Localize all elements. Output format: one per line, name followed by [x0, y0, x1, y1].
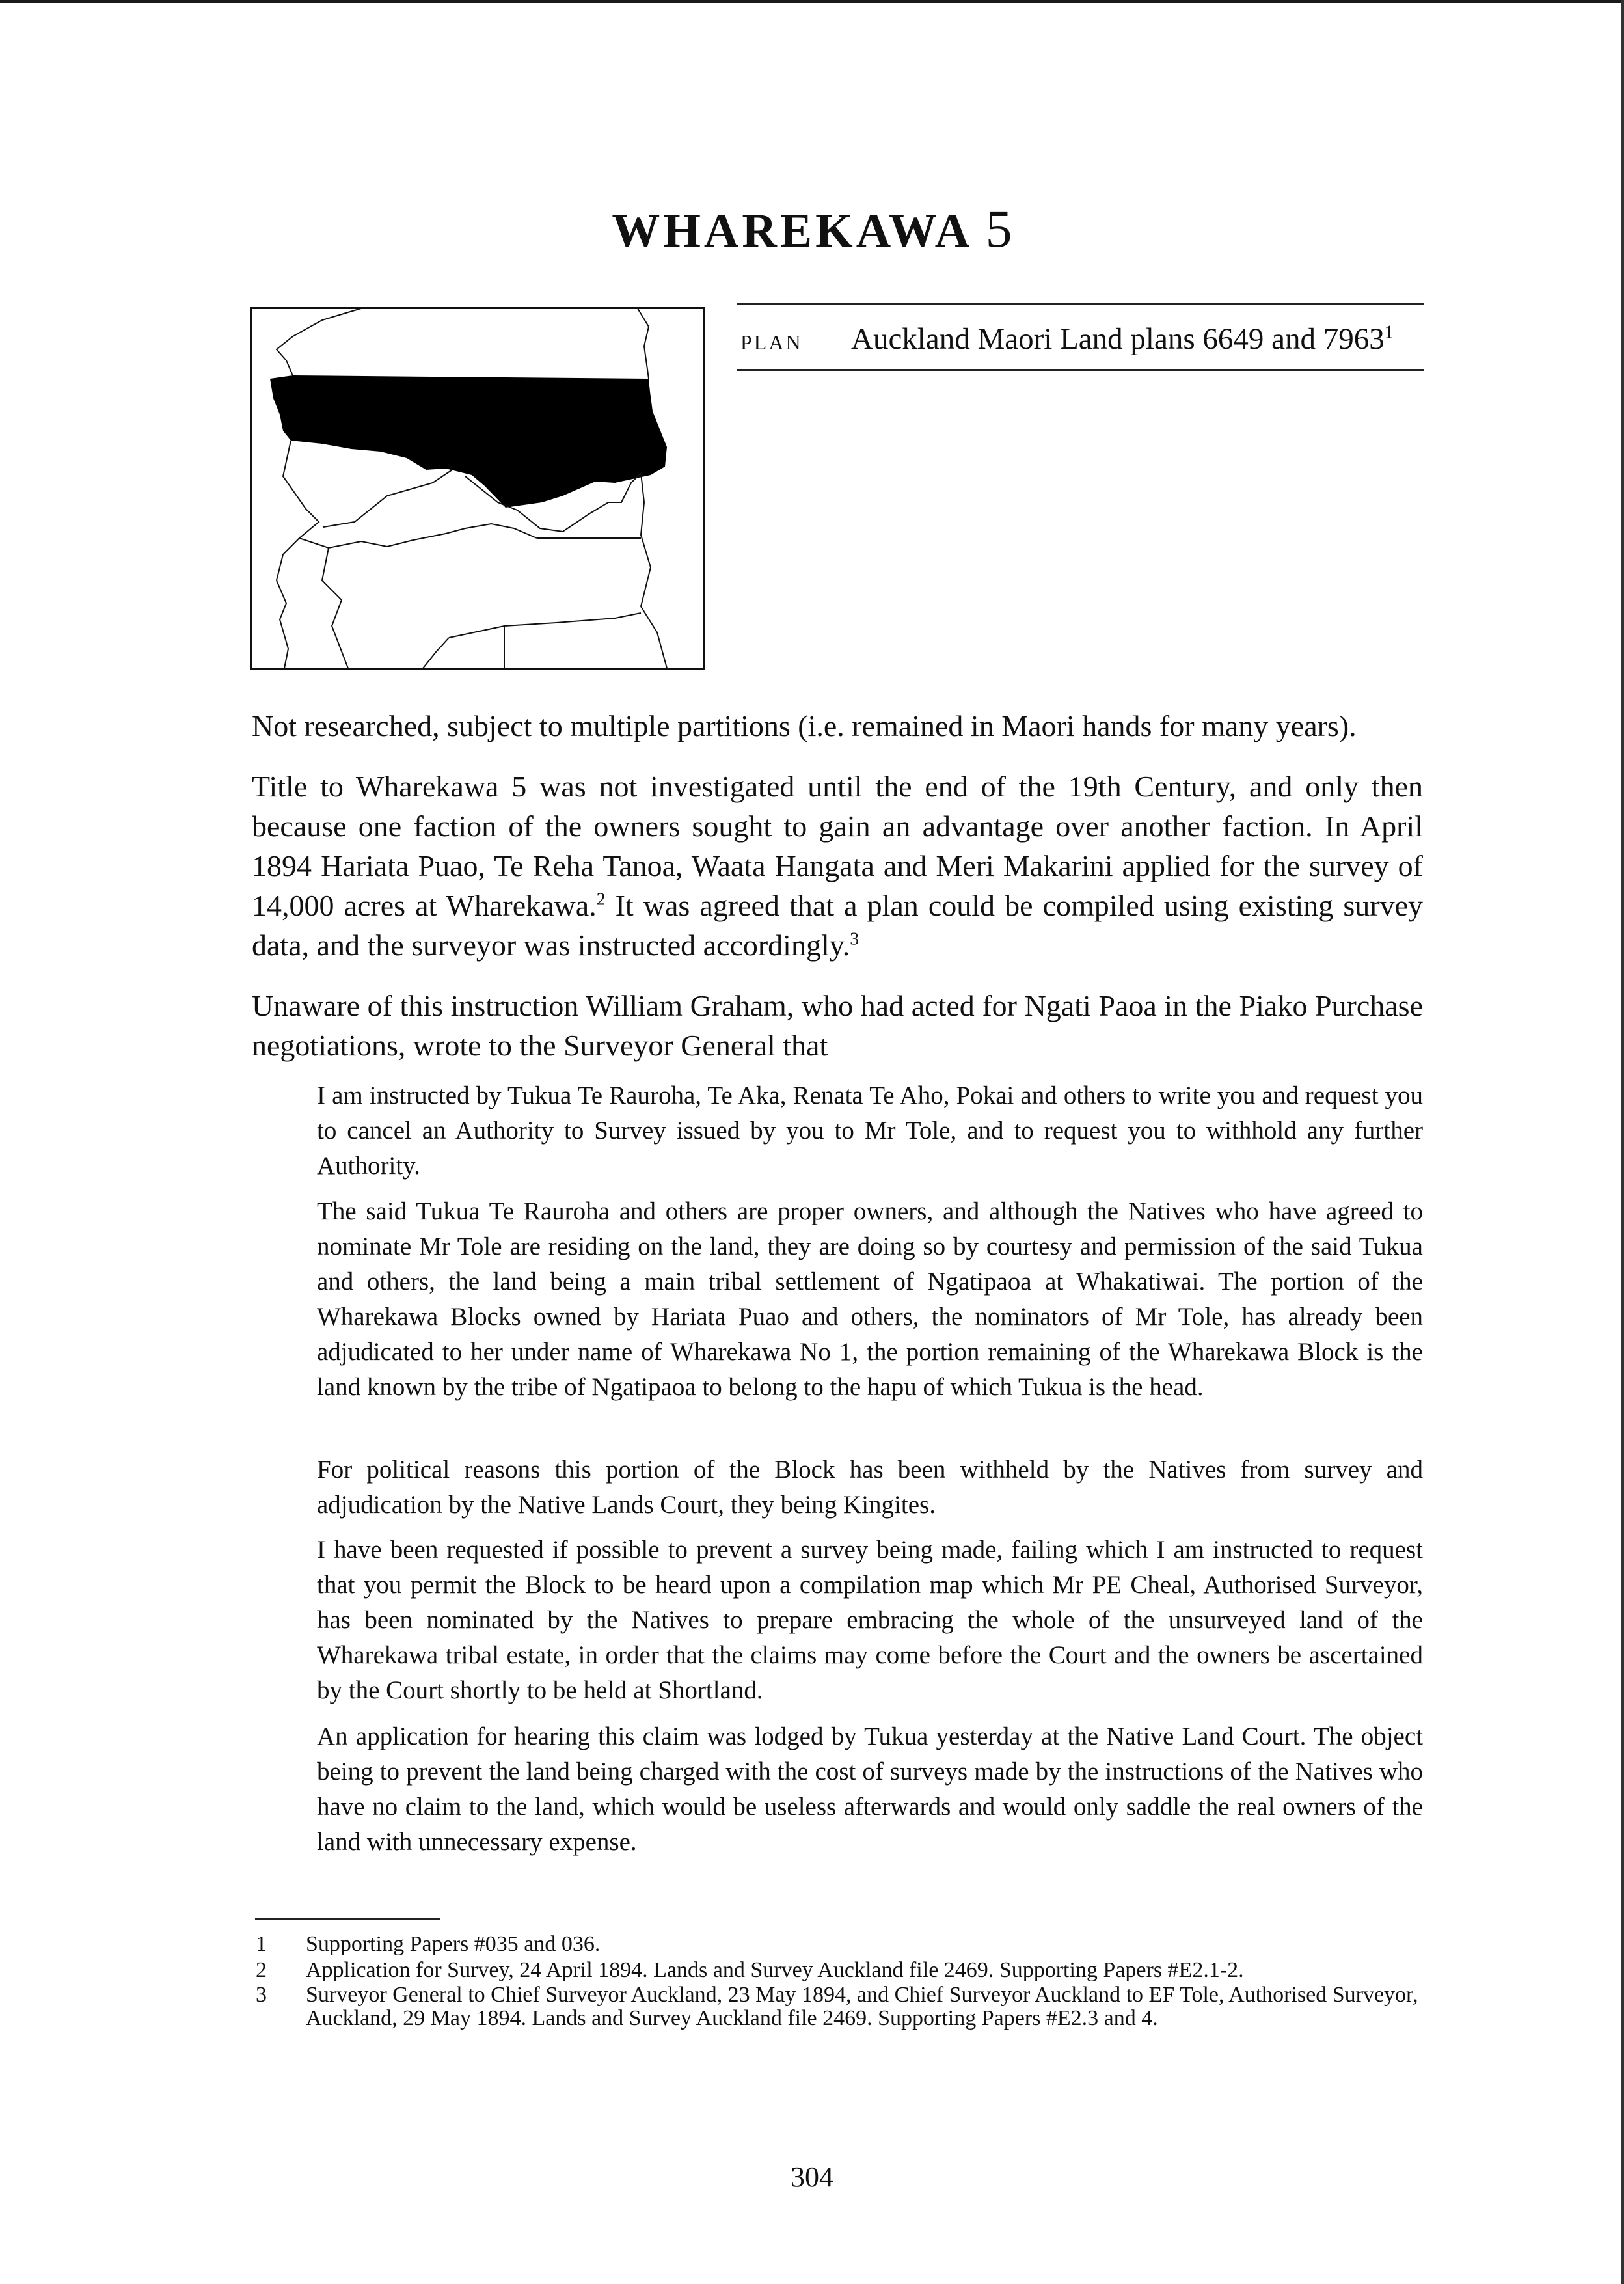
map-frame: [252, 308, 705, 669]
map-svg: [250, 307, 705, 670]
quote-paragraph: An application for hearing this claim was lodged by Tukua yesterday at the Native Land Court. The object being to prevent the land being charged with the cost of surveys made by the instructions of the Natives who have no claim to the land, which would be useless afterwards and would only saddle the real owners of the land with unnecessary expense.: [317, 1722, 1423, 1856]
plan-label: PLAN: [740, 331, 803, 354]
footnote-ref: 2: [596, 888, 606, 909]
right-border-line: [1621, 0, 1624, 2284]
footnote-ref: 3: [850, 928, 859, 949]
top-border-line: [0, 0, 1624, 3]
footnote-divider: [255, 1918, 440, 1920]
footnote-ref: 1: [1384, 322, 1394, 343]
page-title: [0, 198, 1624, 260]
history-text-a: Title to Wharekawa 5 was not investigated until the end of the 19th Century, and only then because one faction of the owners sought to gain an advantage over another faction. In April 1894 Hariata Puao, Te Reha Tanoa, Waata Hangata and Meri Makarini applied for the survey of 14,000 acres at Wharekawa.: [252, 770, 1423, 922]
title-number: 5: [985, 199, 1012, 258]
plan-reference-text: [851, 321, 1394, 357]
quote-paragraph: I am instructed by Tukua Te Rauroha, Te Aka, Renata Te Aho, Pokai and others to write you and request you to cancel an Authority to Survey issued by you to Mr Tole, and to request you to withhold any further Authority.: [317, 1081, 1423, 1180]
quote-paragraph: For political reasons this portion of the Block has been withheld by the Natives from survey and adjudication by the Native Lands Court, they being Kingites.: [317, 1456, 1423, 1519]
graham-paragraph: Unaware of this instruction William Graham, who had acted for Ngati Paoa in the Piako Purchase negotiations, wrote to the Surveyor General that: [252, 989, 1423, 1062]
footnote-text: Supporting Papers #035 and 036.: [306, 1932, 601, 1956]
history-text-b: It was agreed that a plan could be compiled using existing survey data, and the surveyor was instructed accordingly.: [252, 889, 1423, 962]
footnote-text: Surveyor General to Chief Surveyor Auckland, 23 May 1894, and Chief Surveyor Auckland to EF Tole, Authorised Surveyor, Auckland, 29 May 1894. Lands and Survey Auckland file 2469. Supporting Papers #E2.3 and 4.: [306, 1983, 1418, 2030]
quote-paragraph: I have been requested if possible to prevent a survey being made, failing which I am instructed to request that you permit the Block to be heard upon a compilation map which Mr PE Cheal, Authorised Surveyor, has been nominated by the Natives to prepare embracing the whole of the unsurveyed land of the Wharekawa tribal estate, in order that the claims may come before the Court and the owners be ascertained by the Court shortly to be held at Shortland.: [317, 1536, 1423, 1704]
title-text: WHAREKAWA: [612, 204, 971, 258]
block-location-map: [250, 307, 705, 670]
footnote-number: 3: [256, 1983, 267, 2007]
quote-paragraph: The said Tukua Te Rauroha and others are proper owners, and although the Natives who have agreed to nominate Mr Tole are residing on the land, they are doing so by courtesy and permission of the said Tukua and others, the land being a main tribal settlement of Ngatipaoa at Whakatiwai. The portion of the Wharekawa Blocks owned by Hariata Puao and others, the nominators of Mr Tole, has already been adjudicated to her under name of Wharekawa No 1, the portion remaining of the Wharekawa Block is the land known by the tribe of Ngatipaoa to belong to the hapu of which Tukua is the head.: [317, 1197, 1423, 1401]
footnote-number: 2: [256, 1958, 267, 1982]
intro-paragraph: Not researched, subject to multiple partitions (i.e. remained in Maori hands for many years).: [252, 709, 1357, 742]
history-paragraph: [252, 767, 1423, 965]
footnote-text: Application for Survey, 24 April 1894. Lands and Survey Auckland file 2469. Supporting Papers #E2.1-2.: [306, 1958, 1244, 1982]
page-number: 304: [791, 2161, 833, 2193]
plan-text: Auckland Maori Land plans 6649 and 7963: [851, 322, 1385, 356]
plan-reference: [737, 303, 1424, 371]
footnote-number: 1: [256, 1932, 267, 1956]
